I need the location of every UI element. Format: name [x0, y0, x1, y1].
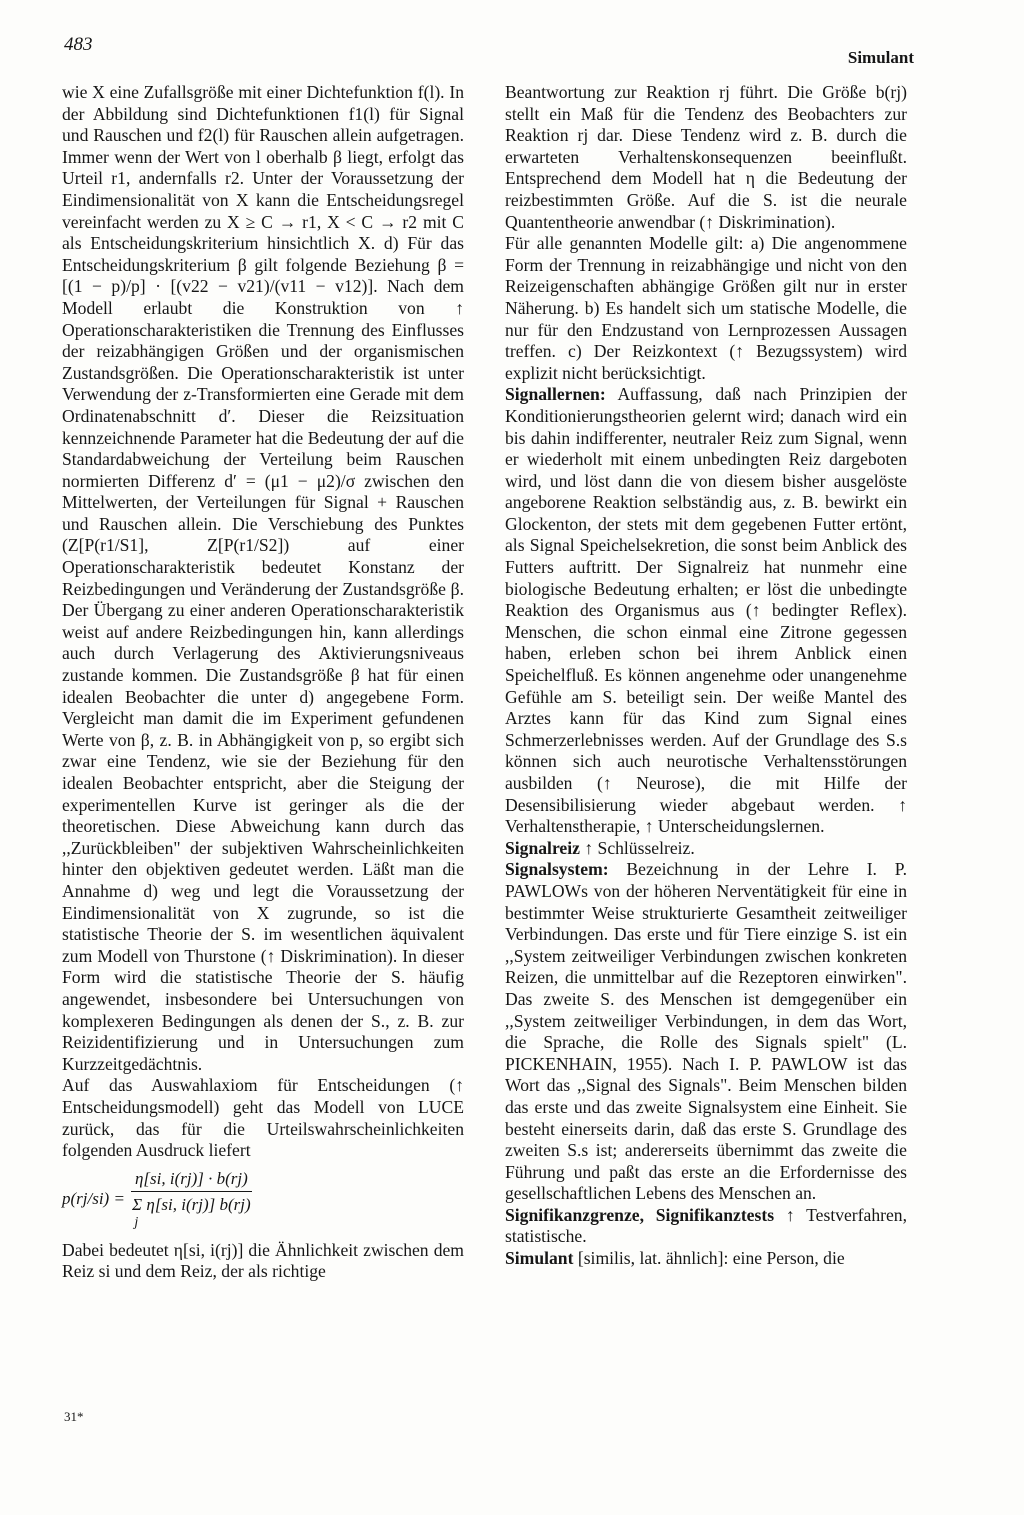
entry-lemma: Signallernen:	[505, 384, 606, 405]
entry-text: ↑ Testverfahren, statistische.	[505, 1204, 907, 1247]
entry-lemma: Signalsystem:	[505, 859, 609, 880]
body-paragraph: Auf das Auswahlaxiom für Entscheidungen (↑ Entscheidungsmodell) geht das Modell von LUCE zurück, das für die Urteilswahrscheinlichkeiten folgenden Ausdruck liefert	[62, 1075, 464, 1161]
entry-text: Bezeichnung in der Lehre I. P. PAWLOWs von der höheren Nerventätigkeit für eine in bestimmter Weise strukturierte Gesamtheit zeitweiliger Verbindungen. Das erste und für Tiere einzige S. ist ein ,,System zeitweiliger Verbindungen zwischen konkreten Reizen, die unmittelbar auf die Rezeptoren einwirken". Das zweite S. des Menschen ist demgegenüber ein ,,System zeitweiliger Verbindungen, in dem das Wort, die Sprache, die Rolle des Signals spielt" (L. PICKENHAIN, 1955). Nach I. P. PAWLOW ist das Wort das ,,Signal des Signals". Beim Menschen bilden das erste und das zweite Signalsystem eine Einheit. Sie besteht einerseits darin, daß das erste S. Grundlage des zweiten S.s ist; andererseits übernimmt das zweite die Führung und paßt das erste an die Erfordernisse des gesellschaftlichen Lebens des Menschen an.	[505, 859, 907, 1204]
formula-numerator: η[si, i(rj)] · b(rj)	[131, 1168, 252, 1193]
formula-denominator: Σ η[si, i(rj)] b(rj)	[132, 1195, 251, 1215]
body-paragraph: Für alle genannten Modelle gilt: a) Die angenommene Form der Trennung in reizabhängige und nicht von den Reizeigenschaften abhängige Größen gilt nur in erster Näherung. b) Es handelt sich um statische Modelle, die nur für den Endzustand von Lernprozessen Aussagen treffen. c) Der Reizkontext (↑ Bezugssystem) wird explizit nicht berücksichtigt.	[505, 233, 907, 383]
entry-text: ↑ Schlüsselreiz.	[579, 837, 695, 858]
entry-lemma: Signifikanzgrenze, Signifikanztests	[505, 1204, 775, 1225]
dictionary-entry	[505, 1205, 907, 1248]
dictionary-entry	[505, 1248, 907, 1270]
body-paragraph: Dabei bedeutet η[si, i(rj)] die Ähnlichkeit zwischen dem Reiz si und dem Reiz, der als richtige	[62, 1239, 464, 1282]
body-paragraph: Beantwortung zur Reaktion rj führt. Die Größe b(rj) stellt ein Maß für die Tendenz des Beobachters zur Reaktion rj dar. Diese Tendenz wird z. B. durch die erwarteten Verhaltenskonsequenzen beeinflußt. Entsprechend dem Modell hat η die Bedeutung der reizbestimmten Größe. Auf die S. ist die neurale Quantentheorie anwendbar (↑ Diskrimination).	[505, 82, 907, 232]
entry-text: Auffassung, daß nach Prinzipien der Konditionierungstheorien gelernt wird; danach wird ein bis dahin indifferenter, neutraler Reiz zum Signal, wenn er wiederholt mit einem unbedingten Reiz dargeboten wird, und löst dann die von diesem bisher ausgelöste angeborene Reaktion selbständig aus, z. B. bewirkt ein Glockenton, der stets mit dem gegebenen Futter ertönt, als Signal Speichelsekretion, die sonst beim Anblick des Futters auftritt. Der Signalreiz hat nunmehr eine biologische Bedeutung erhalten; er löst die unbedingte Reaktion des Organismus aus (↑ bedingter Reflex). Menschen, die schon einmal eine Zitrone gegessen haben, erleben schon bei ihrem Anblick einen Speichelfluß. Es können angenehme oder unangenehme Gefühle am S. beteiligt sein. Der weiße Mantel des Arztes kann für das Kind zum Signal eines Schmerzerlebnisses werden. Auf der Grundlage des S.s können sich auch neurotische Verhaltensstörungen ausbilden (↑ Neurose), die mit Hilfe der Desensibilisierung wieder abgebaut werden. ↑ Verhaltenstherapie, ↑ Unterscheidungslernen.	[505, 384, 907, 837]
luce-formula	[62, 1168, 464, 1230]
entry-lemma: Signalreiz	[505, 837, 580, 858]
formula-sum-index: j	[134, 1214, 139, 1230]
entry-lemma: Simulant	[505, 1248, 574, 1269]
running-head: Simulant	[847, 48, 914, 67]
dictionary-entry	[505, 384, 907, 837]
entry-text: [similis, lat. ähnlich]: eine Person, die	[573, 1248, 845, 1269]
dictionary-entry	[505, 838, 907, 860]
dictionary-entry	[505, 859, 907, 1205]
formula-fraction	[131, 1168, 252, 1230]
formula-lhs: p(rj/si) =	[62, 1188, 125, 1208]
signature-mark: 31*	[64, 1409, 84, 1424]
right-column	[505, 82, 907, 1270]
page-number: 483	[64, 34, 93, 55]
left-column	[62, 82, 464, 1283]
body-paragraph: wie X eine Zufallsgröße mit einer Dichtefunktion f(l). In der Abbildung sind Dichtefunktionen f1(l) für Signal und Rauschen und f2(l) für Rauschen allein aufgetragen. Immer wenn der Wert von l oberhalb β liegt, erfolgt das Urteil r1, andernfalls r2. Unter der Voraussetzung der Eindimensionalität von X kann die Entscheidungsregel vereinfacht werden zu X ≥ C → r1, X < C → r2 mit C als Entscheidungskriterium hinsichtlich X. d) Für das Entscheidungskriterium β gilt folgende Beziehung β = [(1 − p)/p] · [(v22 − v21)/(v11 − v12)]. Nach dem Modell erlaubt die Konstruktion von ↑ Operationscharakteristiken die Trennung des Einflusses der reizabhängigen Größen und der organismischen Zustandsgrößen. Die Operationscharakteristik ist unter Verwendung der z-Transformierten eine Gerade mit dem Ordinatenabschnitt d′. Dieser die Reizsituation kennzeichnende Parameter hat die Bedeutung der auf die Standardabweichung der Verteilung beim Rauschen normierten Differenz d′ = (μ1 − μ2)/σ zwischen den Mittelwerten, der Verteilungen für Signal + Rauschen und Rauschen allein. Die Verschiebung des Punktes (Z[P(r1/S1], Z[P(r1/S2]) auf einer Operationscharakteristik bedeutet Konstanz der Reizbedingungen und Veränderung der Zustandsgröße β. Der Übergang zu einer anderen Operationscharakteristik weist auf andere Reizbedingungen hin, kann allerdings auch durch Verlagerung des Aktivierungsniveaus zustande kommen. Die Zustandsgröße β hat für einen idealen Beobachter die unter d) angegebene Form. Vergleicht man damit die im Experiment gefundenen Werte von β, z. B. in Abhängigkeit von p, so ergibt sich zwar eine Tendenz, wie sie der Beziehung für den idealen Beobachter entspricht, aber die Steigung der experimentellen Kurve ist geringer als die der theoretischen. Diese Abweichung kann durch das ,,Zurückbleiben" der subjektiven Wahrscheinlichkeiten hinter den objektiven gedeutet werden. Läßt man die Annahme d) weg und legt die Voraussetzung der Eindimensionalität von X zugrunde, so ist die statistische Theorie der S. im wesentlichen äquivalent zum Modell von Thurstone (↑ Diskrimination). In dieser Form wird die statistische Theorie der S. häufig angewendet, insbesondere bei Untersuchungen von komplexeren Bedingungen als denen der S., z. B. zur Reizidentifizierung und in Untersuchungen zum Kurzzeitgedächtnis.	[62, 82, 464, 1074]
